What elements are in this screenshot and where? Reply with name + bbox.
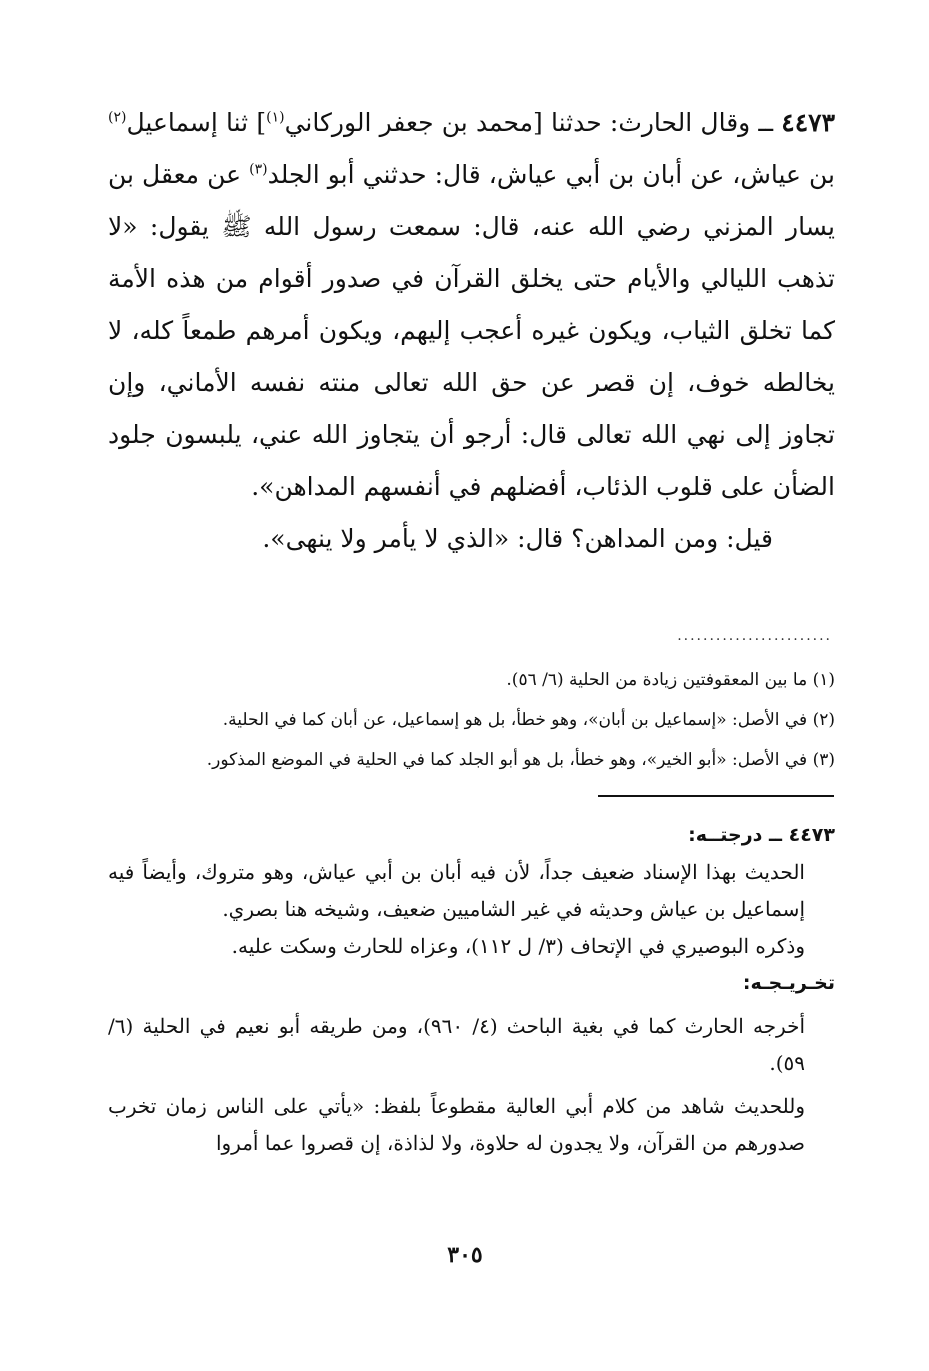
takhrij-paragraph-2: وللحديث شاهد من كلام أبي العالية مقطوعاً بلفظ: «يأتي على الناس زمان تخرب صدورهم من القرآن، ولا يجدون له حلاوة، ولا لذاذة، إن قصروا عما أمروا	[108, 1094, 805, 1155]
footnotes	[150, 660, 835, 780]
footnote-ref-1: (١)	[266, 109, 285, 126]
grading-paragraph-2: وذكره البوصيري في الإتحاف (٣/ ل ١١٢)، وعزاه للحارث وسكت عليه.	[231, 934, 805, 958]
footnote-ref-2: (٢)	[108, 109, 127, 126]
grading-paragraph-1: الحديث بهذا الإسناد ضعيف جداً، لأن فيه أبان بن أبي عياش، وهو متروك، وأيضاً فيه إسماعيل بن عياش وحديثه في غير الشاميين ضعيف، وشيخه هنا بصري.	[108, 860, 805, 921]
question-line: قيل: ومن المداهن؟ قال: «الذي لا يأمر ولا ينهى».	[262, 524, 773, 553]
hadith-text	[108, 97, 835, 565]
footnote-ref-3: (٣)	[249, 161, 268, 178]
separator-dots: ........................	[677, 628, 832, 644]
grading-heading: ٤٤٧٣ ــ درجتــه:	[688, 824, 835, 846]
section-divider	[598, 795, 834, 797]
hadith-paragraph: ٤٤٧٣ ــ وقال الحارث: حدثنا [محمد بن جعفر الوركاني$^{(١)}$] ثنا إسماعيل$^{(٢)}$ بن عياش، عن أبان بن أبي عياش، قال: حدثني أبو الجلد$^{(٣)}$ عن معقل بن يسار المزني رضي الله عنه، قال: سمعت رسول الله ﷺ يقول: «لا تذهب الليالي والأيام حتى يخلق القرآن في صدور أقوام من هذه الأمة كما تخلق الثياب، ويكون غيره أعجب إليهم، ويكون أمرهم طمعاً كله، لا يخالطه خوف، إن قصر عن حق الله تعالى منته نفسه الأماني، وإن تجاوز إلى نهي الله تعالى قال: أرجو أن يتجاوز الله عني، يلبسون جلود الضأن على قلوب الذئاب، أفضلهم في أنفسهم المداهن».	[108, 108, 836, 501]
hadith-number: ٤٤٧٣	[781, 108, 836, 137]
takhrij-paragraph-1: أخرجه الحارث كما في بغية الباحث (٤/ ٩٦٠)، ومن طريقه أبو نعيم في الحلية (٦/ ٥٩).	[108, 1014, 806, 1075]
footnote-2: (٢) في الأصل: «إسماعيل بن أبان»، وهو خطأ، بل هو إسماعيل، عن أبان كما في الحلية.	[222, 710, 835, 730]
commentary-section	[108, 817, 835, 1162]
footnote-1: (١) ما بين المعقوفتين زيادة من الحلية (٦/ ٥٦).	[506, 670, 835, 690]
page-number: ٣٠٥	[447, 1242, 483, 1268]
takhrij-heading: تخـريـجـه:	[742, 972, 835, 994]
footnote-3: (٣) في الأصل: «أبو الخير»، وهو خطأ، بل هو أبو الجلد كما في الحلية في الموضع المذكور.	[206, 750, 835, 770]
